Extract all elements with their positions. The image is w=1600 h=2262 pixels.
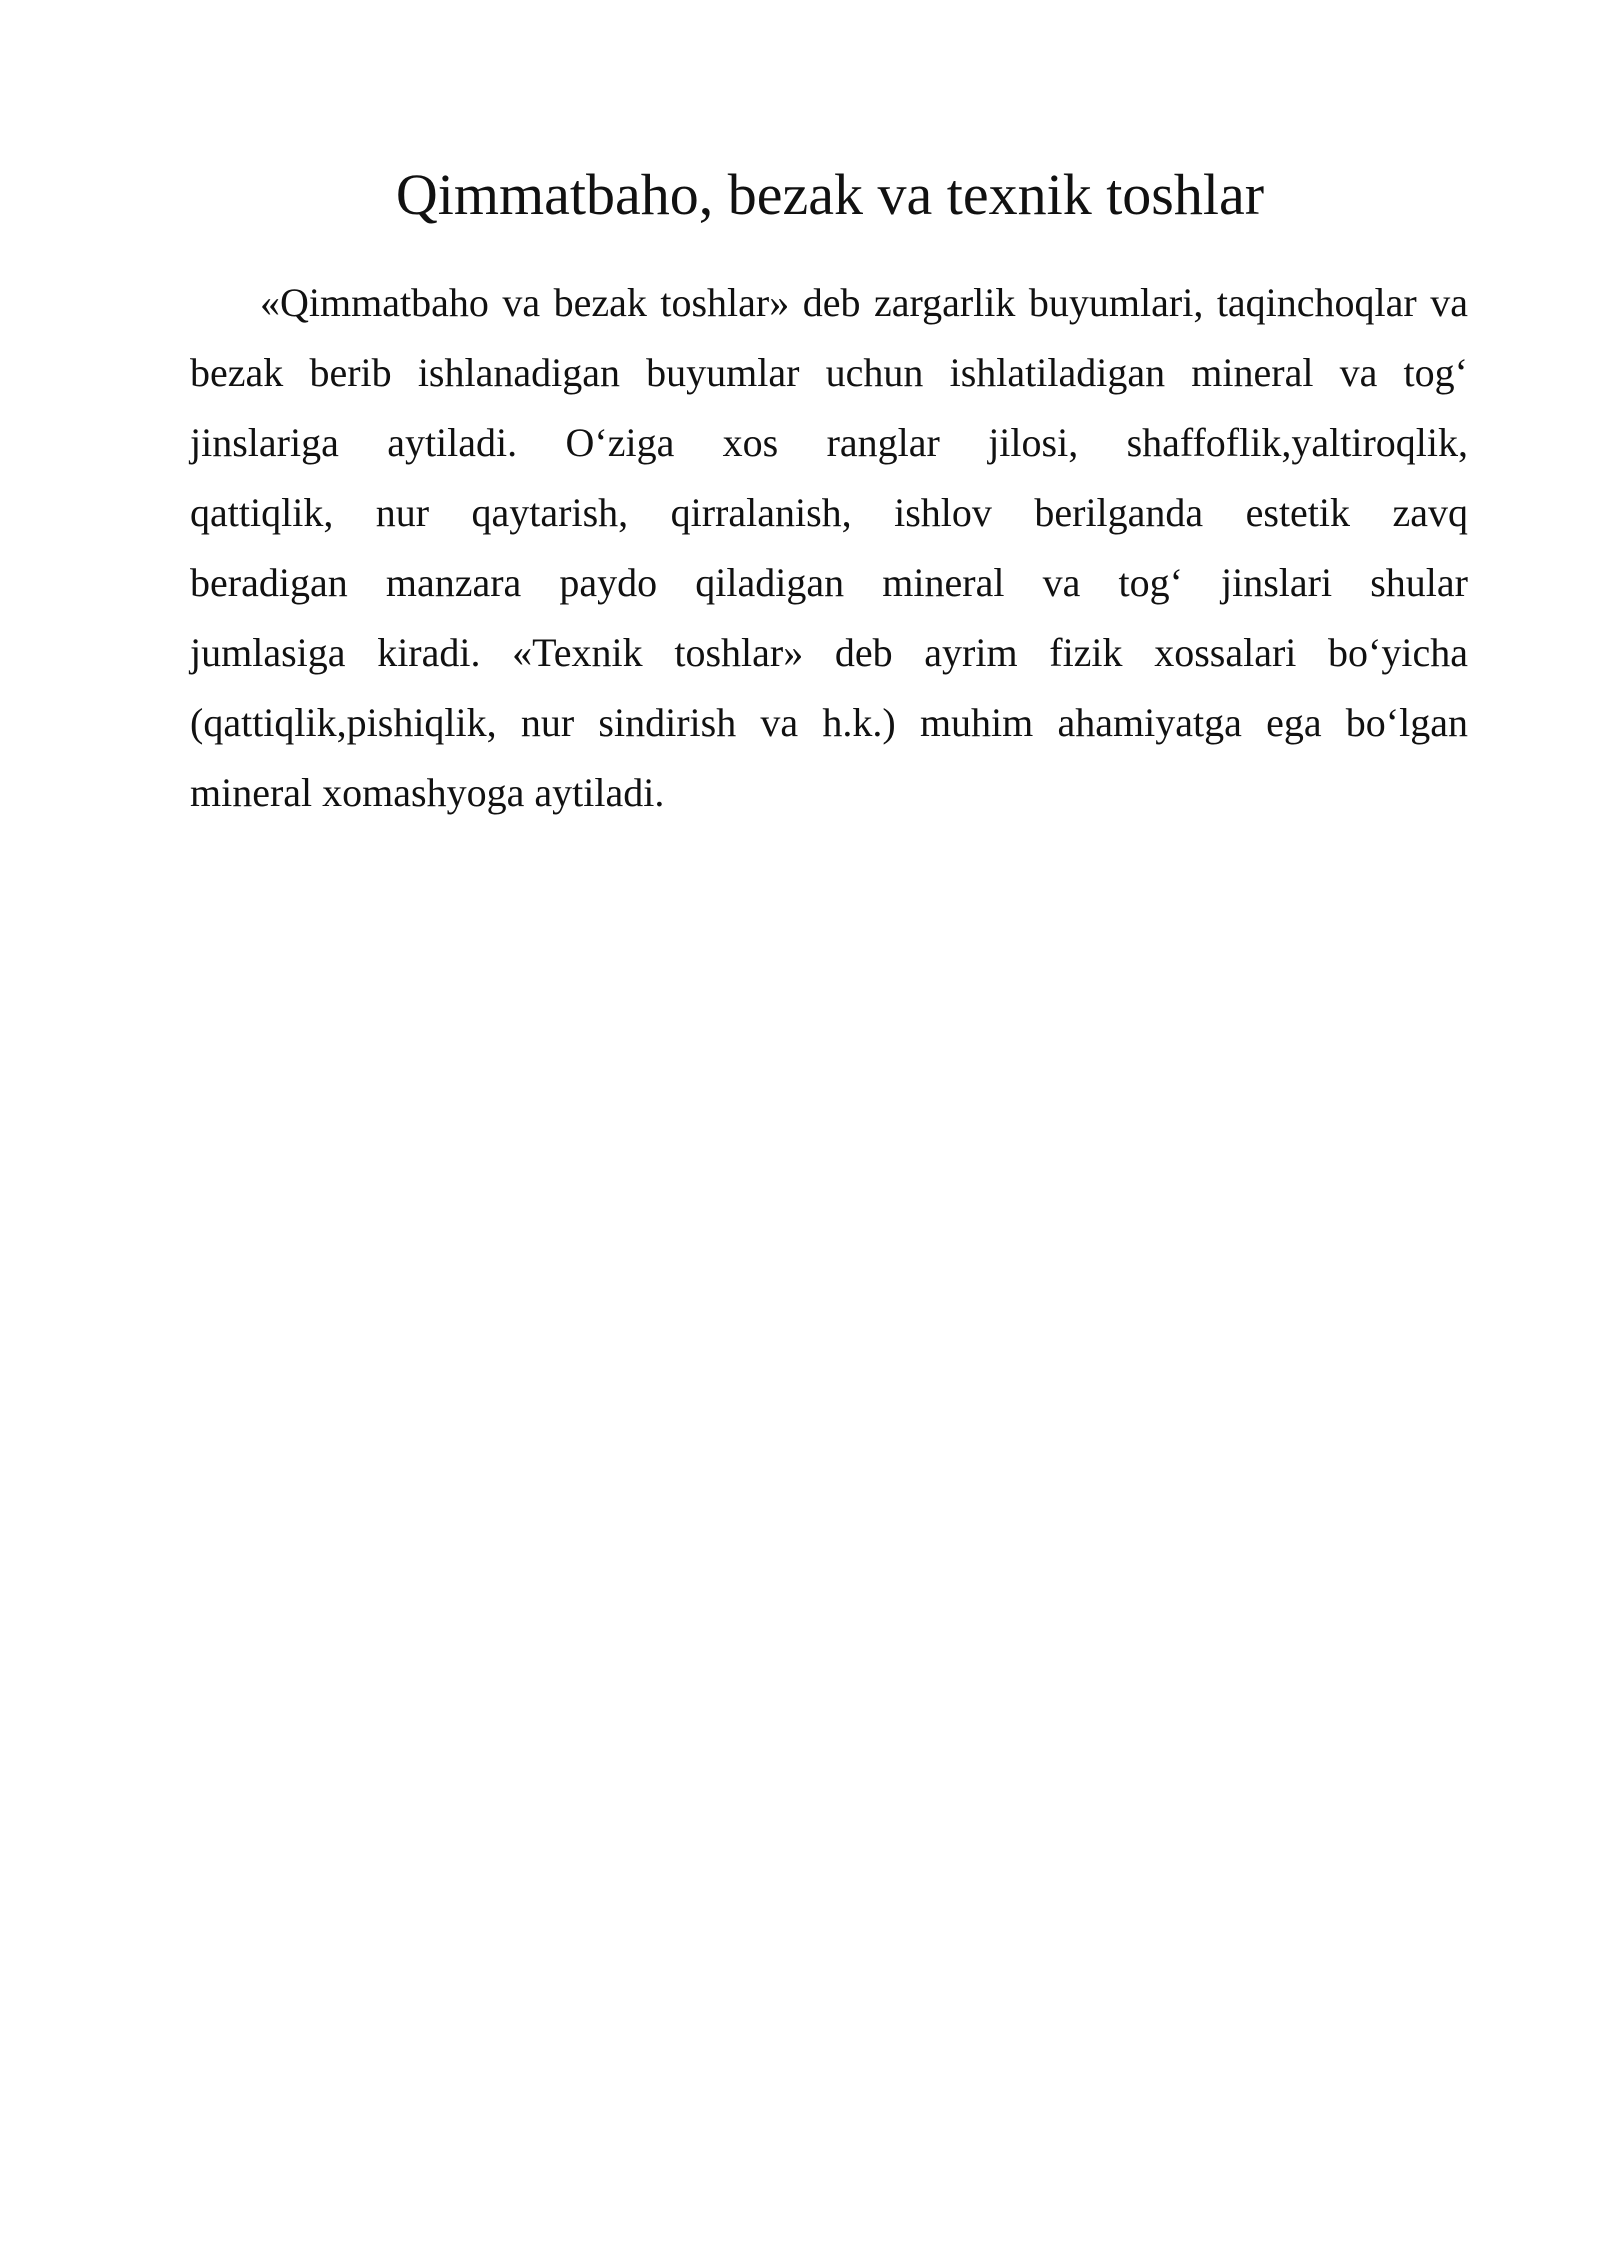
paragraph-line: beradigan manzara paydo qiladigan mineral va tog‘ jinslari shular	[190, 560, 1468, 605]
paragraph-line: «Qimmatbaho va bezak toshlar» deb zargarlik buyumlari, taqinchoqlar va	[260, 280, 1468, 325]
paragraph-line: jumlasiga kiradi. «Texnik toshlar» deb ayrim fizik xossalari bo‘yicha	[190, 630, 1468, 675]
paragraph-line: jinslariga aytiladi. O‘ziga xos ranglar jilosi, shaffoflik,yaltiroqlik,	[190, 420, 1468, 465]
paragraph-line: mineral xomashyoga aytiladi.	[190, 770, 665, 815]
document-paragraph	[190, 268, 1468, 828]
paragraph-line: bezak berib ishlanadigan buyumlar uchun ishlatiladigan mineral va tog‘	[190, 350, 1468, 395]
paragraph-line: qattiqlik, nur qaytarish, qirralanish, ishlov berilganda estetik zavq	[190, 490, 1468, 535]
document-title: Qimmatbaho, bezak va texnik toshlar	[395, 162, 1265, 227]
paragraph-line: (qattiqlik,pishiqlik, nur sindirish va h.k.) muhim ahamiyatga ega bo‘lgan	[190, 700, 1468, 745]
